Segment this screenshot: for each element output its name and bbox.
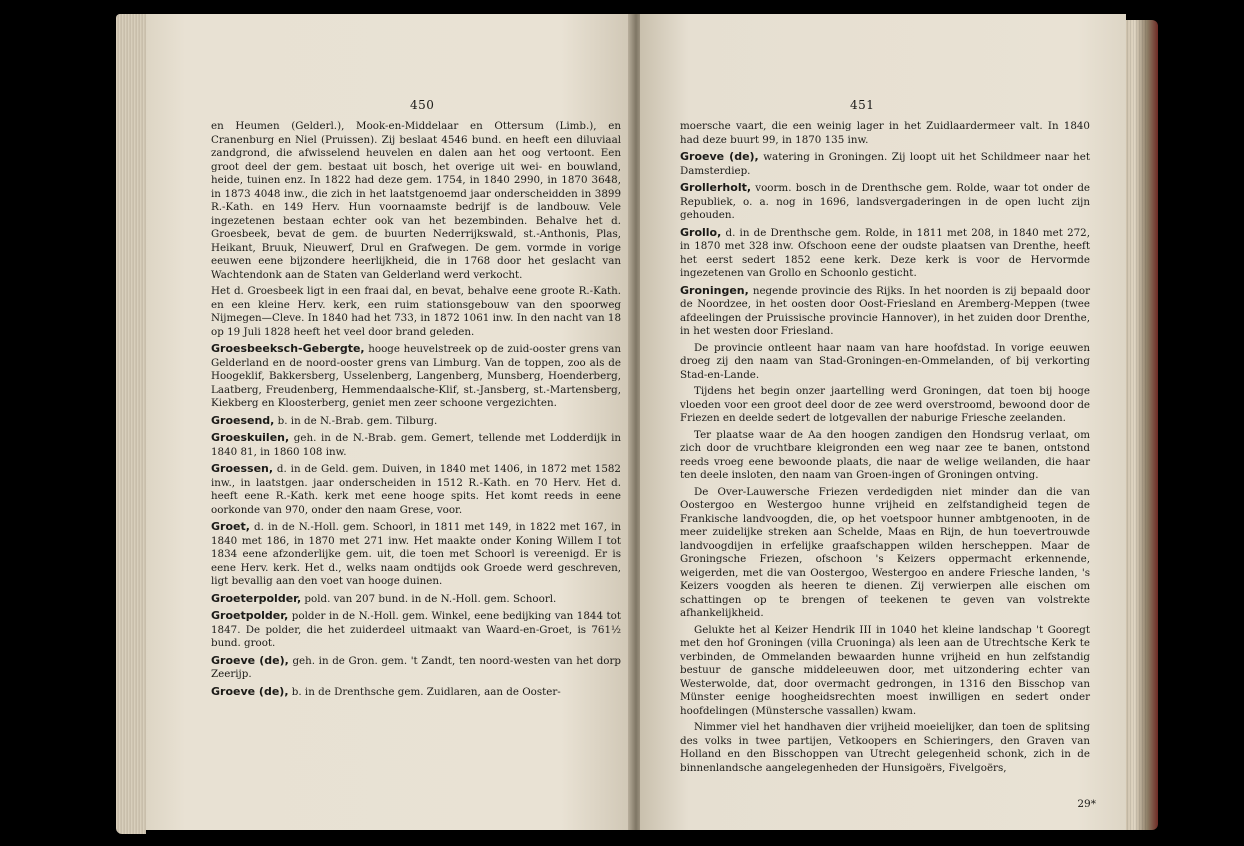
entry-headword: Groeve (de), [211, 684, 289, 698]
entry-text: d. in de Drenthsche gem. Rolde, in 1811 met 208, in 1840 met 272, in 1870 met 328 inw. Ofschoon eene der oudste plaatsen van Drenthe, heeft het eerst sedert 1852 eene kerk. Deze kerk is voor de Hervormde ingezetenen van Grollo en Schoonlo gesticht. [680, 226, 1090, 279]
entry-headword: Groetpolder, [211, 609, 289, 622]
entry-text: geh. in de Gron. gem. 't Zandt, ten noord-westen van het dorp Zeerijp. [211, 654, 621, 680]
entry-text: voorm. bosch in de Drenthsche gem. Rolde, waar tot onder de Republiek, o. a. nog in 1696, landsvergaderingen in de open lucht zijn gehouden. [680, 182, 1090, 221]
entry-text: polder in de N.-Holl. gem. Winkel, eene bedijking van 1844 tot 1847. De polder, die het zuiderdeel uitmaakt van Waard-en-Groet, is 761½ bund. groot. [211, 610, 621, 649]
entry-headword: Groeve (de), [211, 653, 289, 667]
text-paragraph [680, 342, 1090, 383]
entry-text: watering in Groningen. Zij loopt uit het Schildmeer naar het Damsterdiep. [680, 151, 1090, 177]
entry-text: Het d. Groesbeek ligt in een fraai dal, en bevat, behalve eene groote R.-Kath. en een kleine Herv. kerk, een ruim stationsgebouw van den spoorweg Nijmegen—Cleve. In 1840 had het 733, in 1872 1061 inw. In den nacht van 18 op 19 Juli 1828 heeft het veel door brand geleden. [211, 285, 621, 338]
page-edges-left [116, 14, 146, 834]
entry-headword: Groessen, [211, 462, 274, 475]
entry-text: pold. van 207 bund. in de N.-Holl. gem. Schoorl. [301, 592, 557, 605]
entry-headword: Groningen, [680, 283, 749, 297]
entry-text: geh. in de N.-Brab. gem. Gemert, tellende met Lodderdijk in 1840 81, in 1860 108 inw. [211, 432, 621, 458]
page-text [680, 120, 1090, 778]
entry-text: d. in de Geld. gem. Duiven, in 1840 met 1406, in 1872 met 1582 inw., in laatstgen. jaar onderscheiden in 1512 R.-Kath. en 70 Herv. Het d. heeft eene R.-Kath. kerk met eene hooge spits. Het komt reeds in eene oorkonde van 970, onder den naam Grese, voor. [211, 463, 621, 516]
entry-text: en Heumen (Gelderl.), Mook-en-Middelaar en Ottersum (Limb.), en Cranenburg en Niel (Pruissen). Zij beslaat 4546 bund. en heeft een diluviaal zandgrond, die afwisselend heuvelen en dalen aan het oog vertoont. Een groot deel der gem. bestaat uit bosch, het overige uit wei- en bouwland, heide, tuinen enz. In 1822 had deze gem. 1754, in 1840 2990, in 1870 3648, in 1873 4048 inw., die zich in het laatstgenoemd jaar onderscheidden in 3899 R.-Kath. en 149 Herv. Hun voornaamste bedrijf is de landbouw. Vele ingezetenen bestaan echter ook van het bezembinden. Behalve het d. Groesbeek, bevat de gem. de buurten Nederrijkswald, st.-Anthonis, Plas, Heikant, Bruuk, Nieuwerf, Drul en Grafwegen. De gem. vormde in vorige eeuwen eene bijzondere heerlijkheid, die in 1768 door het geslacht van Wachtendonk aan de Staten van Gelderland werd verkocht. [211, 120, 621, 281]
entry-text: Ter plaatse waar de Aa den hoogen zandigen den Hondsrug verlaat, om zich door de vruchtbare kleigronden een weg naar zee te banen, ontstond reeds vroeg eene bewoonde plaats, die naar de welige weilanden, die haar ten deele insloten, den naam van Groen-ingen of Groningen ontving. [680, 428, 1090, 481]
entry-text: d. in de N.-Holl. gem. Schoorl, in 1811 met 149, in 1822 met 167, in 1840 met 186, in 1870 met 271 inw. Het maakte onder Koning Willem I tot 1834 eene afzonderlijke gem. uit, die toen met Schoorl is vereenigd. Er is eene Herv. kerk. Het d., welks naam ondtijds ook Groede werd geschreven, ligt bevallig aan den voet van hooge duinen. [211, 521, 621, 587]
page-edges-right [1124, 20, 1146, 830]
entry-text: De provincie ontleent haar naam van hare hoofdstad. In vorige eeuwen droeg zij den naam van Stad-Groningen-en-Ommelanden, of bij verkorting Stad-en-Lande. [680, 341, 1090, 381]
dictionary-entry [680, 181, 1090, 223]
dictionary-entry [680, 284, 1090, 339]
entry-text: De Over-Lauwersche Friezen verdedigden niet minder dan die van Oostergoo en Westergoo hunne vrijheid en zelfstandigheid tegen de Frankische landvoogden, die, op het voetspoor hunner ambtgenooten, in de meer zuidelijke streken aan Schelde, Maas en Rijn, de hun toevertrouwde landvoogdijen in erfelijke graafschappen wilden herscheppen. Maar de Groningsche Friezen, ofschoon 's Keizers oppermacht erkennende, weigerden, met die van Oostergoo, Westergoo en andere Friesche landen, 's Keizers voogden als heeren te dienen. Zij verwierpen alle eischen om schattingen op te brengen of teekenen te geven van volstrekte afhankelijkheid. [680, 485, 1090, 619]
entry-headword: Groeve (de), [680, 150, 759, 163]
entry-headword: Groesend, [211, 413, 275, 427]
dictionary-entry [211, 431, 621, 459]
text-paragraph [680, 385, 1090, 426]
dictionary-entry [211, 592, 621, 607]
entry-text: Gelukte het al Keizer Hendrik III in 1040 het kleine landschap 't Gooregt met den hof Groningen (villa Cruoninga) als leen aan de Utrechtsche Kerk te verbinden, de Ommelanden bewaarden hunne vrijheid en hun zelfstandig bestuur de gansche middeleeuwen door, met uitzondering echter van Westerwolde, dat, door overmacht gedrongen, in 1316 den Bisschop van Münster eenige hoogheidsrechten moest inwilligen en sedert onder hoofdelingen (Münstersche vassallen) kwam. [680, 623, 1090, 717]
page-number: 451 [850, 98, 875, 112]
dictionary-entry [680, 150, 1090, 178]
right-page [640, 14, 1126, 830]
text-paragraph [211, 285, 621, 339]
entry-text: b. in de Drenthsche gem. Zuidlaren, aan de Ooster- [288, 685, 561, 698]
text-paragraph [680, 624, 1090, 719]
left-page [146, 14, 634, 830]
text-paragraph [680, 429, 1090, 483]
dictionary-entry [680, 226, 1090, 281]
entry-text: negende provincie des Rijks. In het noorden is zij bepaald door de Noordzee, in het oosten door Oost-Friesland en Aremberg-Meppen (twee afdeelingen der Pruissische provincie Hannover), in het zuiden door Drenthe, in het westen door Friesland. [680, 284, 1090, 337]
dictionary-entry [211, 342, 621, 411]
entry-headword: Groeterpolder, [211, 591, 302, 605]
signature-mark: 29* [1077, 798, 1096, 810]
entry-text: Tijdens het begin onzer jaartelling werd Groningen, dat toen bij hooge vloeden voor een groot deel door de zee werd overstroomd, bewoond door de Friezen en deelde sedert de lotgevallen der naburige Friesche zeelanden. [680, 385, 1090, 424]
dictionary-entry [211, 520, 621, 589]
entry-headword: Grollerholt, [680, 181, 752, 194]
text-paragraph [680, 486, 1090, 621]
text-paragraph [211, 120, 621, 282]
page-number: 450 [410, 98, 435, 112]
entry-text: Nimmer viel het handhaven dier vrijheid moeielijker, dan toen de splitsing des volks in twee partijen, Vetkoopers en Schieringers, den Graven van Holland en den Bisschoppen van Utrecht gelegenheid schonk, zich in de binnenlandsche aangelegenheden der Hunsigoërs, Fivelgoërs, [680, 721, 1090, 774]
dictionary-entry [211, 462, 621, 517]
text-paragraph [680, 120, 1090, 147]
text-paragraph [680, 721, 1090, 775]
dictionary-entry [211, 685, 621, 700]
entry-text: moersche vaart, die een weinig lager in het Zuidlaardermeer valt. In 1840 had deze buurt 99, in 1870 135 inw. [680, 120, 1090, 146]
entry-text: hooge heuvelstreek op de zuid-ooster grens van Gelderland en de noord-ooster grens van Limburg. Van de toppen, zoo als de Hoogeklif, Bakkersberg, Usselenberg, Langenberg, Munsberg, Hoenderberg, Laatberg, Freudenberg, Hemmendaalsche-Klif, st.-Jansberg, st.-Martensberg, Kiekberg en Kloosterberg, geniet men zeer schoone vergezichten. [211, 343, 621, 409]
entry-text: b. in de N.-Brab. gem. Tilburg. [274, 414, 438, 427]
dictionary-entry [211, 414, 621, 429]
dictionary-entry [211, 609, 621, 651]
dictionary-entry [211, 654, 621, 682]
entry-headword: Groeskuilen, [211, 431, 290, 444]
entry-headword: Groet, [211, 520, 250, 533]
entry-headword: Grollo, [680, 225, 722, 239]
entry-headword: Groesbeeksch-Gebergte, [211, 342, 365, 355]
page-text [211, 120, 621, 702]
